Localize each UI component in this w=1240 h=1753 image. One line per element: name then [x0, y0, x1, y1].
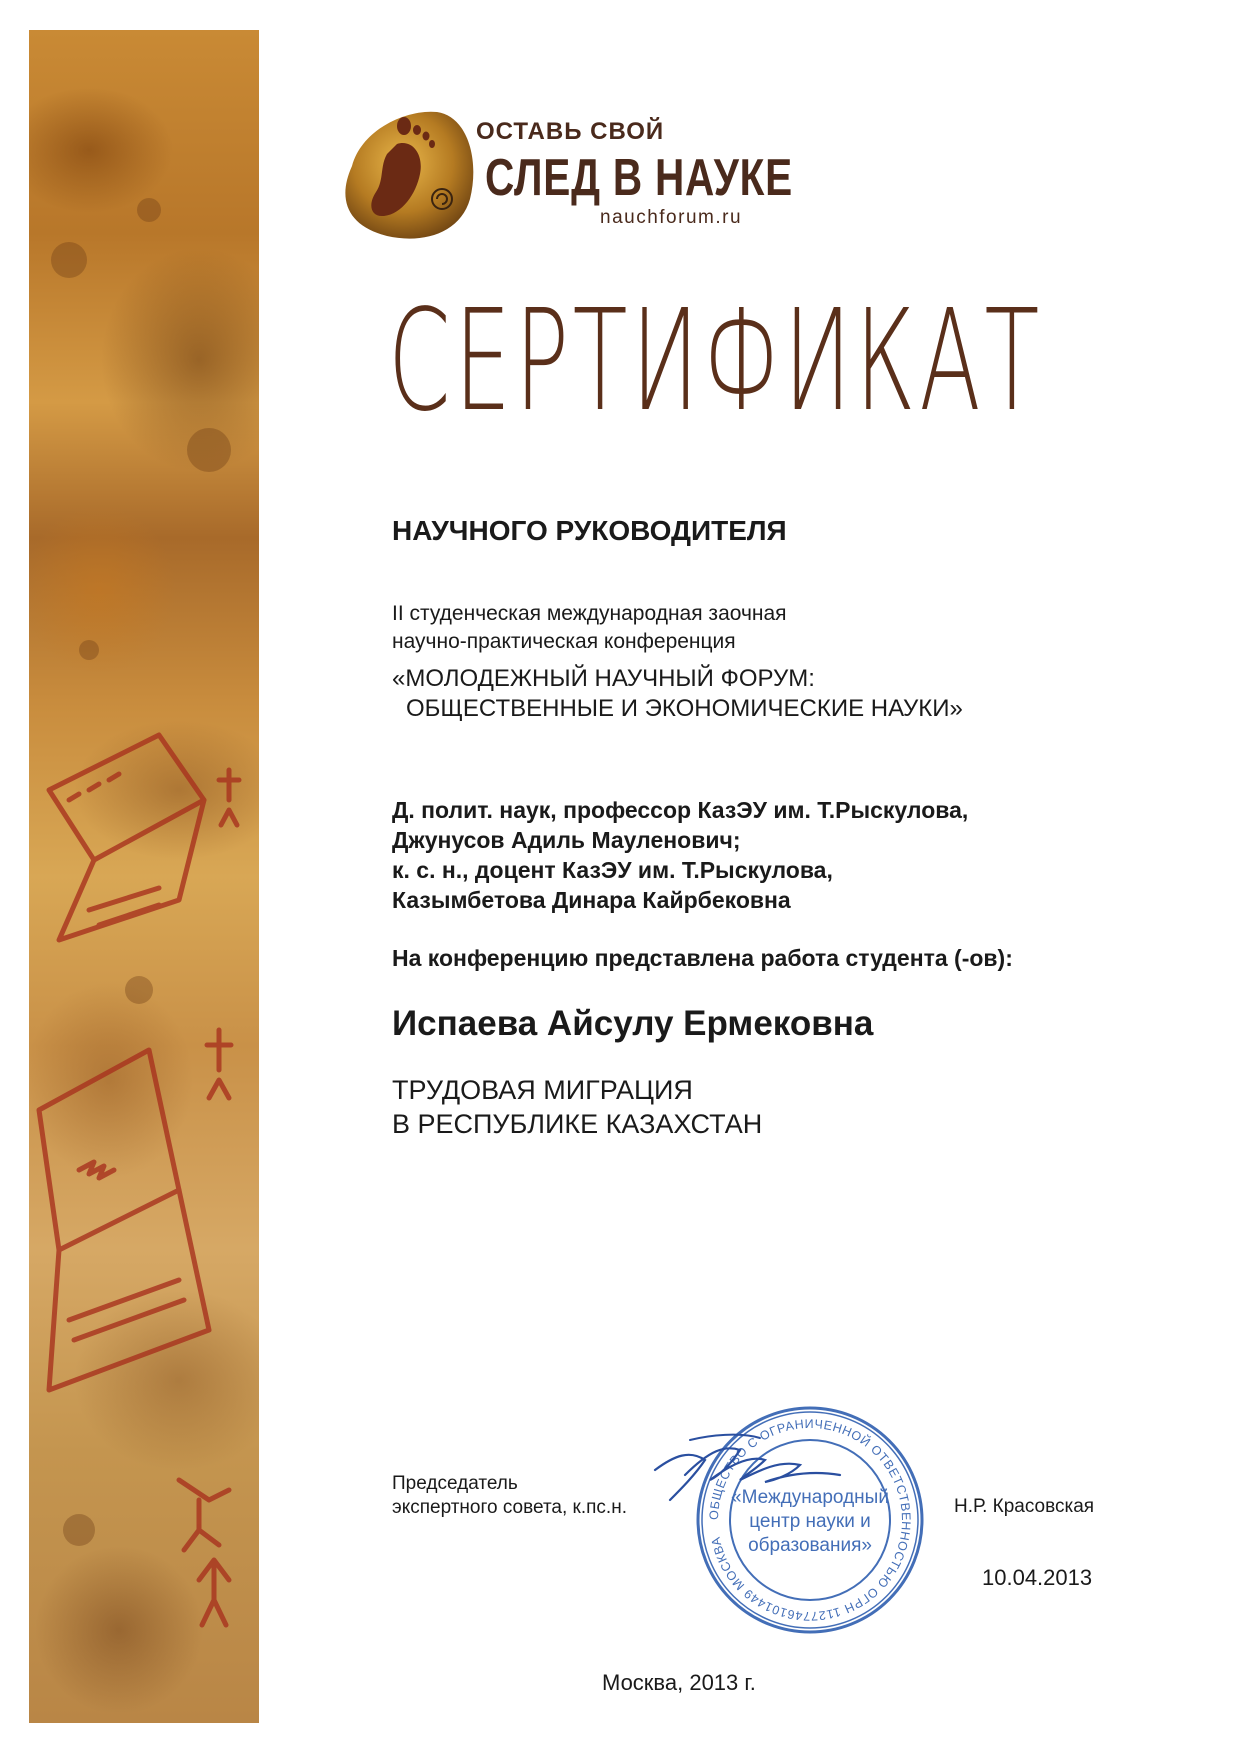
- conference-name-line-1: «МОЛОДЕЖНЫЙ НАУЧНЫЙ ФОРУМ:: [392, 665, 815, 692]
- work-title-line-2: В РЕСПУБЛИКЕ КАЗАХСТАН: [392, 1109, 763, 1139]
- chair-line-2: экспертного совета, к.пс.н.: [392, 1497, 627, 1518]
- supervisors-block: [392, 795, 968, 915]
- chair-position: [392, 1472, 627, 1520]
- issue-place: Москва, 2013 г.: [602, 1670, 756, 1695]
- conference-name-line-2: ОБЩЕСТВЕННЫЕ И ЭКОНОМИЧЕСКИЕ НАУКИ»: [406, 695, 963, 722]
- logo-title: СЛЕД В НАУКЕ: [485, 149, 793, 207]
- supervisor-line: к. с. н., доцент КазЭУ им. Т.Рыскулова,: [392, 857, 833, 883]
- work-title-line-1: ТРУДОВАЯ МИГРАЦИЯ: [392, 1075, 693, 1105]
- conference-line-1: II студенческая международная заочная: [392, 602, 787, 625]
- issue-date: 10.04.2013: [982, 1565, 1093, 1590]
- conference-name: [392, 664, 963, 724]
- conference-description: [392, 600, 787, 656]
- work-title: [392, 1073, 762, 1141]
- footprint-logo-icon: [332, 104, 482, 246]
- decorative-side-band: [29, 30, 259, 1723]
- stamp-ring-text: ОБЩЕСТВО С ОГРАНИЧЕННОЙ ОТВЕТСТВЕННОСТЬЮ ОГРН 1127746101449 МОСКВА: [706, 1416, 914, 1624]
- handwritten-signature: [650, 1420, 850, 1520]
- certificate-subtitle: НАУЧНОГО РУКОВОДИТЕЛЯ: [392, 515, 787, 546]
- supervisor-line: Джунусов Адиль Мауленович;: [392, 827, 741, 853]
- signer-name: Н.Р. Красовская: [954, 1496, 1095, 1517]
- supervisor-line: Казымбетова Динара Кайрбековна: [392, 887, 791, 913]
- stamp-center-line-2: центр науки и: [749, 1511, 871, 1532]
- stamp-center-line-3: образования»: [748, 1535, 872, 1556]
- rock-painting-illustration: [29, 30, 259, 1723]
- certificate-title: СЕРТИФИКАТ: [388, 280, 1044, 443]
- supervisor-line: Д. полит. наук, профессор КазЭУ им. Т.Рыскулова,: [392, 797, 969, 823]
- chair-line-1: Председатель: [392, 1473, 518, 1494]
- logo-tagline: ОСТАВЬ СВОЙ: [476, 118, 665, 145]
- student-name: Испаева Айсулу Ермековна: [392, 1004, 874, 1043]
- stamp-center-line-1: «Международный: [731, 1487, 889, 1508]
- conference-line-2: научно-практическая конференция: [392, 630, 736, 653]
- presented-label: На конференцию представлена работа студента (-ов):: [392, 945, 1013, 971]
- logo-url: nauchforum.ru: [600, 207, 743, 228]
